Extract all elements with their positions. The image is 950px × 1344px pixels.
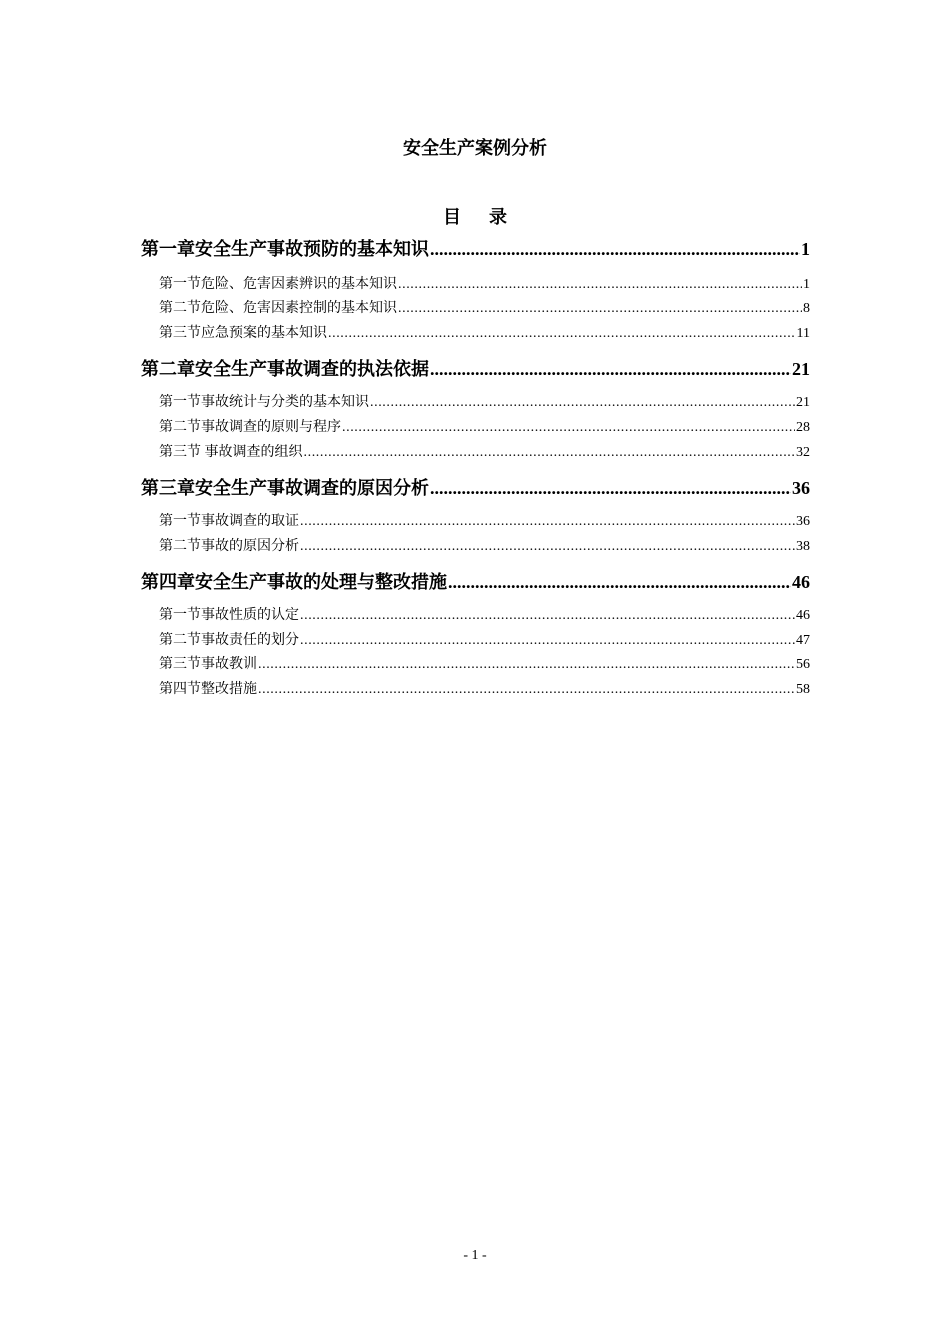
- toc-section-title: 第二节事故责任的划分: [159, 633, 299, 648]
- toc-leader-dots: [300, 538, 795, 556]
- page-footer: - 1 -: [463, 1248, 487, 1263]
- toc-page-number: 1: [803, 277, 810, 292]
- toc-leader-dots: [300, 632, 795, 650]
- toc-chapter-title: 第四章安全生产事故的处理与整改措施: [141, 572, 447, 592]
- toc-section-3-1[interactable]: [159, 513, 810, 531]
- toc-section-4-3[interactable]: [159, 656, 810, 674]
- toc-section-2-3[interactable]: [159, 444, 810, 462]
- toc-leader-dots: [448, 570, 791, 594]
- toc-leader-dots: [370, 394, 795, 412]
- toc-section-1-1[interactable]: [159, 276, 810, 294]
- toc-section-title: 第四节整改措施: [159, 682, 257, 697]
- toc-chapter-title: 第二章安全生产事故调查的执法依据: [141, 359, 429, 379]
- toc-chapter-3[interactable]: [141, 476, 810, 500]
- toc-section-title: 第二节危险、危害因素控制的基本知识: [159, 301, 397, 316]
- toc-section-title: 第一节危险、危害因素辨识的基本知识: [159, 277, 397, 292]
- toc-section-4-1[interactable]: [159, 607, 810, 625]
- toc-leader-dots: [430, 357, 791, 381]
- toc-page-number: 46: [796, 608, 810, 623]
- toc-page-number: 46: [792, 572, 810, 592]
- toc-section-1-3[interactable]: [159, 325, 810, 343]
- toc-leader-dots: [398, 276, 802, 294]
- toc-section-title: 第三节 事故调查的组织: [159, 445, 303, 460]
- toc-leader-dots: [258, 656, 795, 674]
- toc-leader-dots: [300, 607, 795, 625]
- toc-heading: 目录: [443, 207, 535, 227]
- toc-leader-dots: [304, 444, 796, 462]
- toc-page-number: 1: [801, 239, 810, 259]
- toc-page-number: 47: [796, 633, 810, 648]
- toc-page-number: 28: [796, 420, 810, 435]
- toc-leader-dots: [430, 476, 791, 500]
- toc-page-number: 36: [792, 478, 810, 498]
- toc-leader-dots: [398, 300, 802, 318]
- toc-section-title: 第二节事故的原因分析: [159, 539, 299, 554]
- toc-page-number: 21: [792, 359, 810, 379]
- toc-section-1-2[interactable]: [159, 300, 810, 318]
- toc-chapter-2[interactable]: [141, 357, 810, 381]
- toc-section-title: 第三节事故教训: [159, 657, 257, 672]
- toc-leader-dots: [342, 419, 795, 437]
- toc-section-4-4[interactable]: [159, 681, 810, 699]
- toc-section-title: 第二节事故调查的原则与程序: [159, 420, 341, 435]
- toc-chapter-title: 第三章安全生产事故调查的原因分析: [141, 478, 429, 498]
- toc-page-number: 32: [796, 445, 810, 460]
- toc-page-number: 11: [796, 326, 810, 341]
- toc-section-2-2[interactable]: [159, 419, 810, 437]
- toc-section-title: 第一节事故性质的认定: [159, 608, 299, 623]
- toc-section-4-2[interactable]: [159, 632, 810, 650]
- toc-section-2-1[interactable]: [159, 394, 810, 412]
- toc-leader-dots: [258, 681, 795, 699]
- toc-section-title: 第三节应急预案的基本知识: [159, 326, 327, 341]
- toc-page-number: 56: [796, 657, 810, 672]
- toc-page-number: 21: [796, 395, 810, 410]
- toc-page-number: 58: [796, 682, 810, 697]
- toc-leader-dots: [328, 325, 796, 343]
- toc-page-number: 8: [803, 301, 810, 316]
- toc-section-3-2[interactable]: [159, 538, 810, 556]
- toc-leader-dots: [300, 513, 795, 531]
- document-title: 安全生产案例分析: [403, 138, 547, 158]
- toc-chapter-1[interactable]: [141, 237, 810, 261]
- toc-section-title: 第一节事故统计与分类的基本知识: [159, 395, 369, 410]
- toc-leader-dots: [430, 237, 800, 261]
- toc-chapter-4[interactable]: [141, 570, 810, 594]
- toc-chapter-title: 第一章安全生产事故预防的基本知识: [141, 239, 429, 259]
- toc-page-number: 36: [796, 514, 810, 529]
- toc-section-title: 第一节事故调查的取证: [159, 514, 299, 529]
- toc-page-number: 38: [796, 539, 810, 554]
